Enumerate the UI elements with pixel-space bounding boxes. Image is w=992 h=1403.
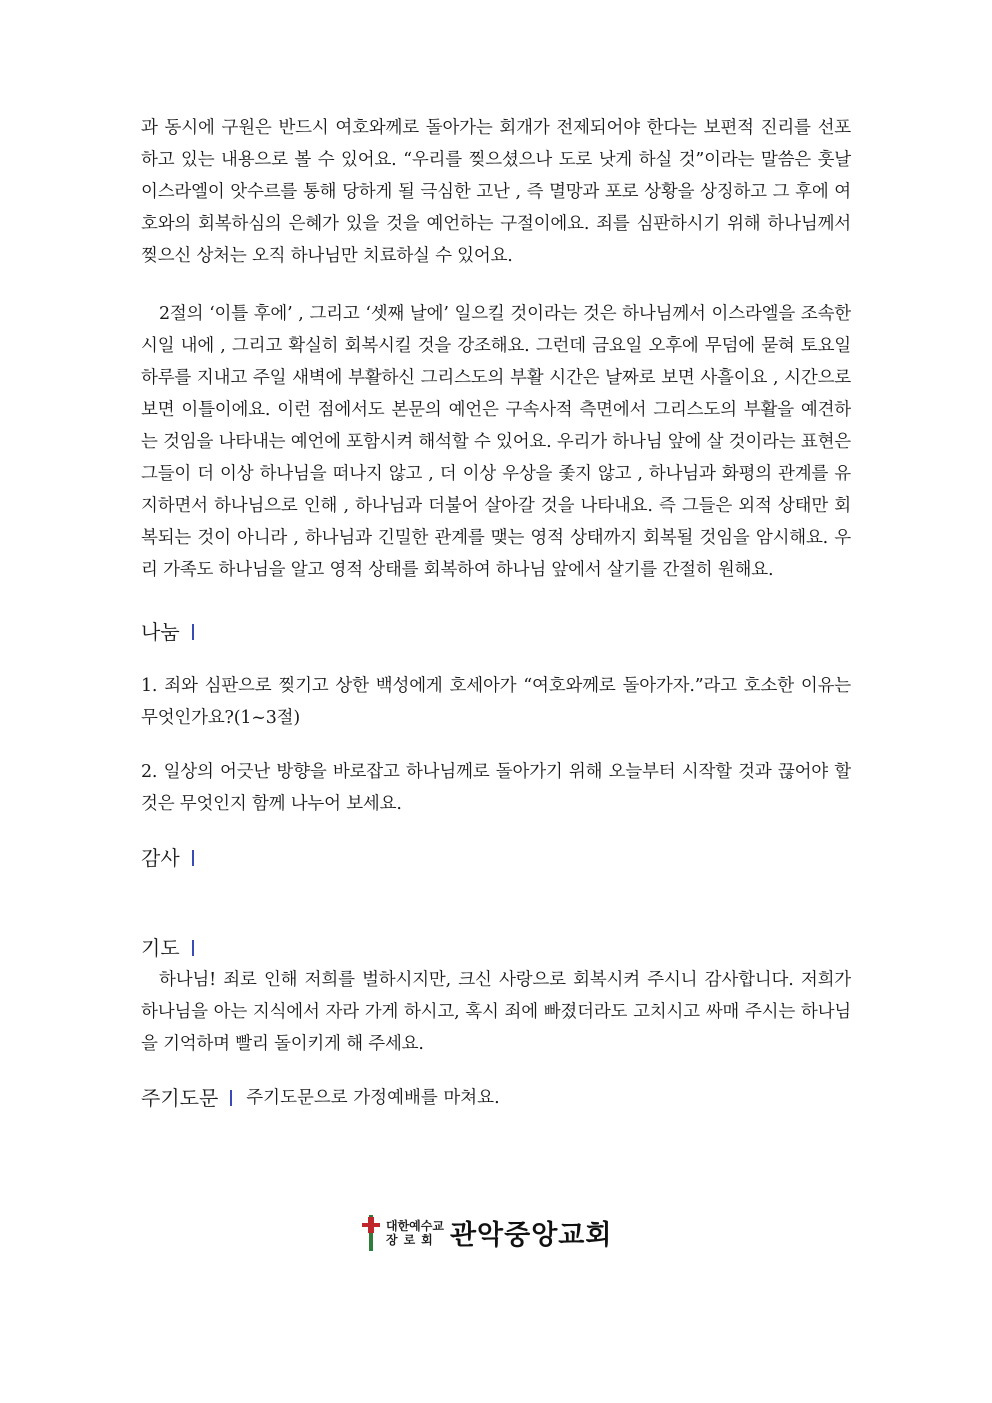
body-paragraph-2: 2절의 ‘이틀 후에’ , 그리고 ‘셋째 날에’ 일으킬 것이라는 것은 하나님께서 이스라엘을 조속한 시일 내에 , 그리고 확실히 회복시킬 것을 강조해요. 그런데 금요일 오후에 무덤에 묻혀 토요일 하루를 지내고 주일 새벽에 부활하신 그리스도의 부활 시간은 날짜로 보면 사흘이요 , 시간으로 보면 이틀이에요. 이런 점에서도 본문의 예언은 구속사적 측면에서 그리스도의 부활을 예견하는 것임을 나타내는 예언에 포함시켜 해석할 수 있어요. 우리가 하나님 앞에 살 것이라는 표현은 그들이 더 이상 하나님을 떠나지 않고 , 더 이상 우상을 좇지 않고 , 하나님과 화평의 관계를 유지하면서 하나님으로 인해 , 하나님과 더불어 살아갈 것을 나타내요. 즉 그들은 외적 상태만 회복되는 것이 아니라 , 하나님과 긴밀한 관계를 맺는 영적 상태까지 회복될 것임을 암시해요. 우리 가족도 하나님을 알고 영적 상태를 회복하여 하나님 앞에서 살기를 간절히 원해요. — [141, 304, 851, 580]
heading-bar-icon — [230, 1090, 232, 1106]
lords-prayer-heading-label: 주기도문 — [141, 1086, 219, 1110]
prayer-heading-label: 기도 — [141, 936, 180, 960]
church-name: 관악중앙교회 — [449, 1220, 613, 1251]
lords-prayer-text: 주기도문으로 가정예배를 마쳐요. — [246, 1088, 500, 1108]
thanks-heading — [141, 842, 851, 874]
heading-bar-icon — [192, 940, 194, 956]
body-paragraph-1: 과 동시에 구원은 반드시 여호와께로 돌아가는 회개가 전제되어야 한다는 보편적 진리를 선포하고 있는 내용으로 볼 수 있어요. “우리를 찢으셨으나 도로 낫게 하실 것”이라는 말씀은 훗날 이스라엘이 앗수르를 통해 당하게 될 극심한 고난 , 즉 멸망과 포로 상황을 상징하고 그 후에 여호와의 회복하심의 은혜가 있을 것을 예언하는 구절이에요. 죄를 심판하시기 위해 하나님께서 찢으신 상처는 오직 하나님만 치료하실 수 있어요. — [141, 118, 851, 266]
heading-bar-icon — [192, 850, 194, 866]
lords-prayer-heading — [141, 1082, 851, 1114]
document-page — [141, 112, 851, 1114]
sharing-question-1: 1. 죄와 심판으로 찢기고 상한 백성에게 호세아가 “여호와께로 돌아가자.”라고 호소한 이유는 무엇인가요?(1~3절) — [141, 676, 851, 728]
prayer-text: 하나님! 죄로 인해 저희를 벌하시지만, 크신 사랑으로 회복시켜 주시니 감사합니다. 저희가 하나님을 아는 지식에서 자라 가게 하시고, 혹시 죄에 빠졌더라도 고치시고 싸매 주시는 하나님을 기억하며 빨리 돌이키게 해 주세요. — [141, 970, 851, 1054]
sharing-heading — [141, 616, 851, 648]
sharing-question-2: 2. 일상의 어긋난 방향을 바로잡고 하나님께로 돌아가기 위해 오늘부터 시작할 것과 끊어야 할 것은 무엇인지 함께 나누어 보세요. — [141, 762, 851, 814]
denomination-line-2: 장로회 — [386, 1232, 439, 1247]
thanks-heading-label: 감사 — [141, 846, 180, 870]
sharing-heading-label: 나눔 — [141, 620, 180, 644]
church-logo — [360, 1213, 612, 1252]
prayer-heading — [141, 932, 851, 964]
denomination-line-1: 대한예수교 — [386, 1218, 444, 1233]
denomination-label — [386, 1219, 444, 1247]
heading-bar-icon — [192, 624, 194, 640]
cross-icon — [360, 1215, 382, 1251]
